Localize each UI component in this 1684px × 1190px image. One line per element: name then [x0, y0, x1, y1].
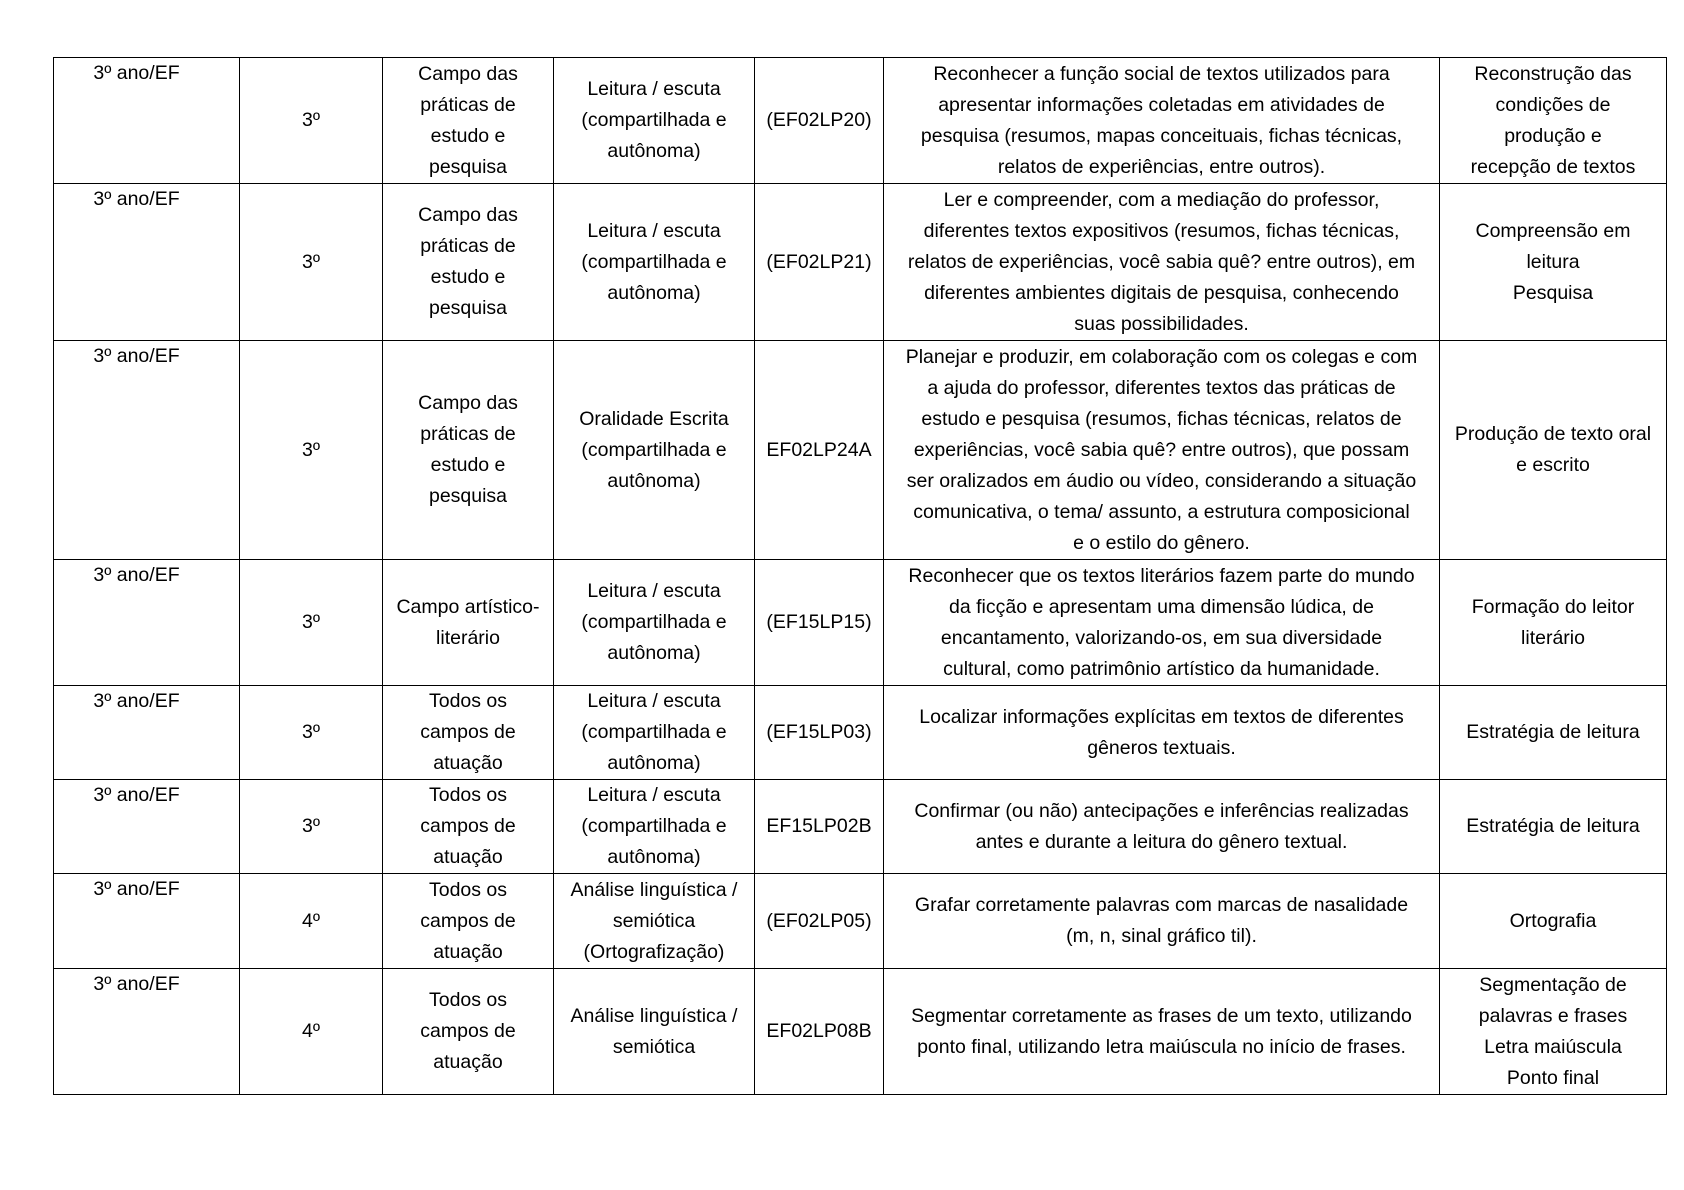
code-cell: (EF02LP21) [755, 184, 884, 341]
year-cell: 3º ano/EF [54, 58, 240, 184]
period-cell: 4º [240, 874, 383, 969]
skill-cell: Segmentar corretamente as frases de um texto, utilizando ponto final, utilizando letra maiúscula no início de frases. [884, 969, 1440, 1095]
skill-cell: Reconhecer a função social de textos utilizados para apresentar informações coletadas em atividades de pesquisa (resumos, mapas conceituais, fichas técnicas, relatos de experiências, entre outros). [884, 58, 1440, 184]
year-cell: 3º ano/EF [54, 184, 240, 341]
code-cell: (EF02LP20) [755, 58, 884, 184]
year-cell: 3º ano/EF [54, 686, 240, 780]
skill-cell: Localizar informações explícitas em textos de diferentes gêneros textuais. [884, 686, 1440, 780]
practice-cell: Leitura / escuta (compartilhada e autônoma) [554, 184, 755, 341]
field-cell: Campo das práticas de estudo e pesquisa [383, 58, 554, 184]
period-cell: 3º [240, 341, 383, 560]
table-row [54, 341, 1667, 560]
field-cell: Campo das práticas de estudo e pesquisa [383, 341, 554, 560]
year-cell: 3º ano/EF [54, 780, 240, 874]
table-row [54, 874, 1667, 969]
practice-cell: Leitura / escuta (compartilhada e autônoma) [554, 58, 755, 184]
skill-cell: Reconhecer que os textos literários fazem parte do mundo da ficção e apresentam uma dimensão lúdica, de encantamento, valorizando-os, em sua diversidade cultural, como patrimônio artístico da humanidade. [884, 560, 1440, 686]
year-cell: 3º ano/EF [54, 969, 240, 1095]
code-cell: (EF02LP05) [755, 874, 884, 969]
object-cell: Produção de texto oral e escrito [1440, 341, 1667, 560]
practice-cell: Leitura / escuta (compartilhada e autônoma) [554, 560, 755, 686]
field-cell: Campo das práticas de estudo e pesquisa [383, 184, 554, 341]
skill-cell: Grafar corretamente palavras com marcas de nasalidade (m, n, sinal gráfico til). [884, 874, 1440, 969]
period-cell: 3º [240, 780, 383, 874]
period-cell: 3º [240, 560, 383, 686]
table-row [54, 780, 1667, 874]
object-cell: Compreensão em leitura Pesquisa [1440, 184, 1667, 341]
code-cell: (EF15LP15) [755, 560, 884, 686]
practice-cell: Oralidade Escrita (compartilhada e autônoma) [554, 341, 755, 560]
period-cell: 4º [240, 969, 383, 1095]
practice-cell: Análise linguística / semiótica [554, 969, 755, 1095]
skill-cell: Confirmar (ou não) antecipações e inferências realizadas antes e durante a leitura do gênero textual. [884, 780, 1440, 874]
object-cell: Estratégia de leitura [1440, 686, 1667, 780]
table-row [54, 58, 1667, 184]
code-cell: EF02LP08B [755, 969, 884, 1095]
code-cell: EF15LP02B [755, 780, 884, 874]
field-cell: Todos os campos de atuação [383, 686, 554, 780]
code-cell: EF02LP24A [755, 341, 884, 560]
field-cell: Todos os campos de atuação [383, 969, 554, 1095]
practice-cell: Leitura / escuta (compartilhada e autônoma) [554, 686, 755, 780]
code-cell: (EF15LP03) [755, 686, 884, 780]
skill-cell: Ler e compreender, com a mediação do professor, diferentes textos expositivos (resumos, fichas técnicas, relatos de experiências, você sabia quê? entre outros), em diferentes ambientes digitais de pesquisa, conhecendo suas possibilidades. [884, 184, 1440, 341]
object-cell: Ortografia [1440, 874, 1667, 969]
field-cell: Todos os campos de atuação [383, 780, 554, 874]
table-row [54, 686, 1667, 780]
object-cell: Reconstrução das condições de produção e recepção de textos [1440, 58, 1667, 184]
practice-cell: Leitura / escuta (compartilhada e autônoma) [554, 780, 755, 874]
table-row [54, 969, 1667, 1095]
year-cell: 3º ano/EF [54, 341, 240, 560]
object-cell: Estratégia de leitura [1440, 780, 1667, 874]
year-cell: 3º ano/EF [54, 560, 240, 686]
year-cell: 3º ano/EF [54, 874, 240, 969]
field-cell: Campo artístico- literário [383, 560, 554, 686]
period-cell: 3º [240, 58, 383, 184]
table-row [54, 184, 1667, 341]
object-cell: Formação do leitor literário [1440, 560, 1667, 686]
curriculum-table [53, 57, 1667, 1095]
period-cell: 3º [240, 686, 383, 780]
period-cell: 3º [240, 184, 383, 341]
skill-cell: Planejar e produzir, em colaboração com os colegas e com a ajuda do professor, diferentes textos das práticas de estudo e pesquisa (resumos, fichas técnicas, relatos de experiências, você sabia quê? entre outros), que possam ser oralizados em áudio ou vídeo, considerando a situação comunicativa, o tema/ assunto, a estrutura composicional e o estilo do gênero. [884, 341, 1440, 560]
field-cell: Todos os campos de atuação [383, 874, 554, 969]
table-row [54, 560, 1667, 686]
practice-cell: Análise linguística / semiótica (Ortografização) [554, 874, 755, 969]
object-cell: Segmentação de palavras e frases Letra maiúscula Ponto final [1440, 969, 1667, 1095]
